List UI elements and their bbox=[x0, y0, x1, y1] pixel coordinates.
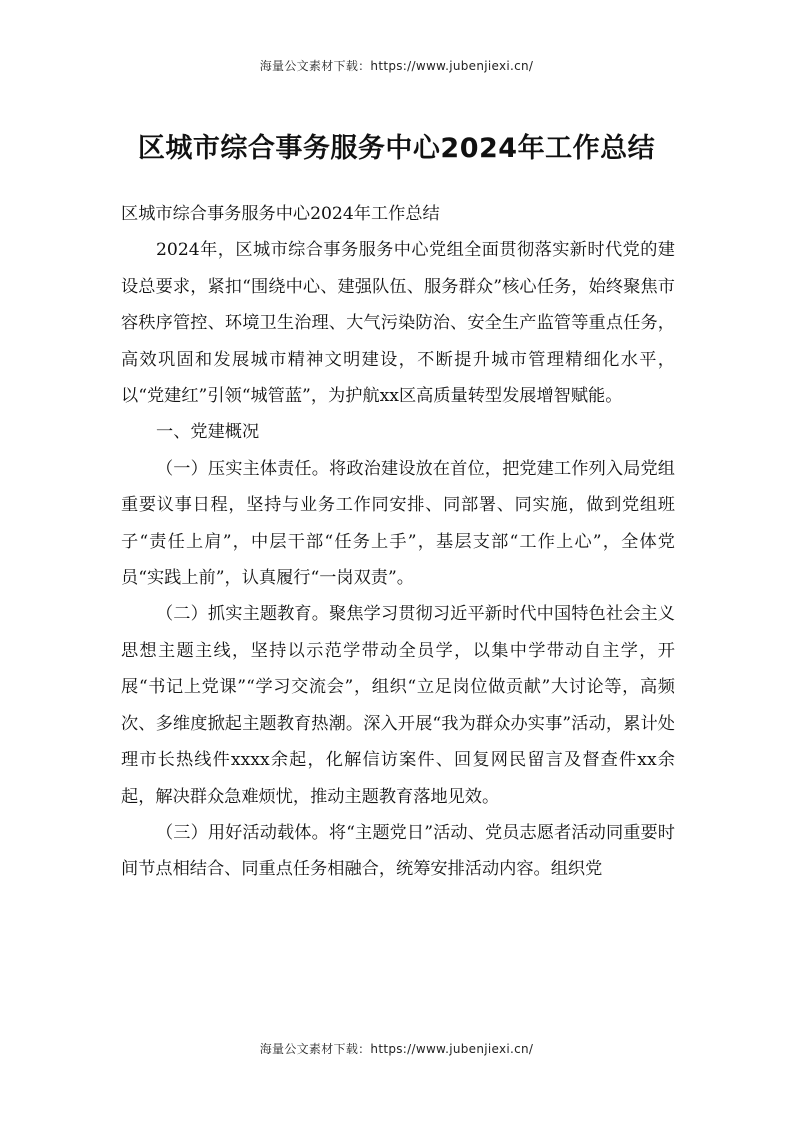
paragraph-theme-education: （二）抓实主题教育。聚焦学习贯彻习近平新时代中国特色社会主义思想主题主线，坚持以示范学带动全员学，以集中学带动自主学，开展“书记上党课”“学习交流会”，组织“立足岗位做贡献”大讨论等，高频次、多维度掀起主题教育热潮。深入开展“我为群众办实事”活动，累计处理市长热线件xxxx余起，化解信访案件、回复网民留言及督查件xx余起，解决群众急难烦忧，推动主题教育落地见效。 bbox=[121, 604, 675, 807]
paragraph-responsibility: （一）压实主体责任。将政治建设放在首位，把党建工作列入局党组重要议事日程，坚持与业务工作同安排、同部署、同实施，做到党组班子“责任上肩”，中层干部“任务上手”，基层支部“工作上心”，全体党员“实践上前”，认真履行“一岗双责”。 bbox=[121, 458, 675, 589]
document-title: 区城市综合事务服务中心2024年工作总结 bbox=[137, 133, 656, 164]
section-heading-party-building: 一、党建概况 bbox=[156, 422, 260, 443]
document-subtitle: 区城市综合事务服务中心2024年工作总结 bbox=[121, 204, 440, 224]
header-source-note: 海量公文素材下载：https://www.jubenjiexi.cn/ bbox=[259, 59, 534, 73]
paragraph-intro: 2024年，区城市综合事务服务中心党组全面贯彻落实新时代党的建设总要求，紧扣“围绕中心、建强队伍、服务群众”核心任务，始终聚焦市容秩序管控、环境卫生治理、大气污染防治、安全生产监管等重点任务，高效巩固和发展城市精神文明建设，不断提升城市管理精细化水平，以“党建红”引领“城管蓝”，为护航xx区高质量转型发展增智赋能。 bbox=[121, 240, 675, 407]
paragraph-activity-carrier: （三）用好活动载体。将“主题党日”活动、党员志愿者活动同重要时间节点相结合、同重点任务相融合，统筹安排活动内容。组织党 bbox=[121, 822, 675, 880]
footer-source-note: 海量公文素材下载：https://www.jubenjiexi.cn/ bbox=[259, 1042, 534, 1056]
document-body bbox=[121, 196, 675, 888]
